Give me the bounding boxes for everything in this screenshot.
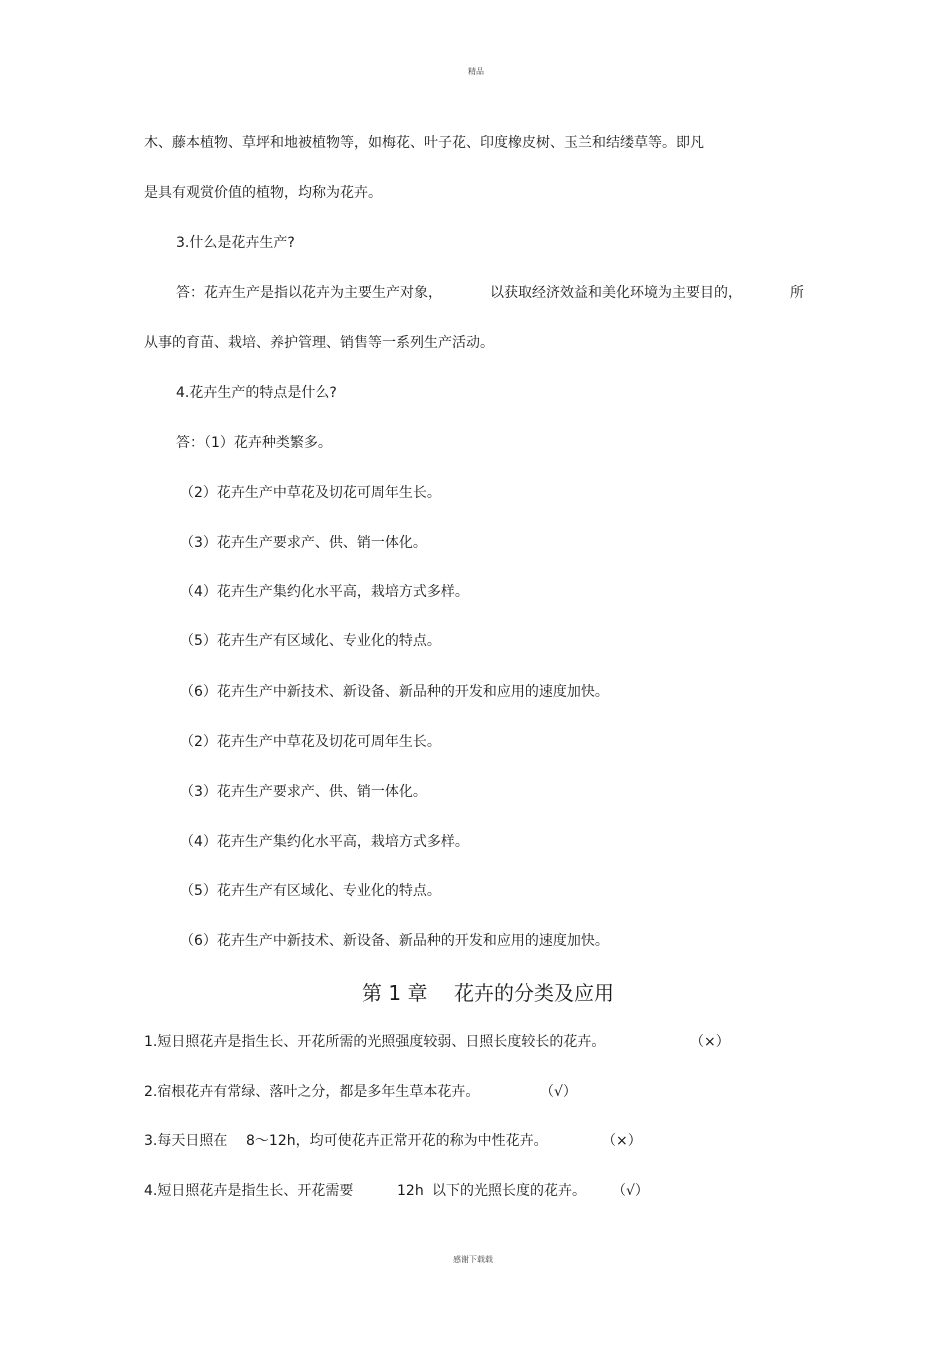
judgment-1-text: 1.短日照花卉是指生长、开花所需的光照强度较弱、日照长度较长的花卉。 [144,1034,606,1050]
answer-4-item: （4）花卉生产集约化水平高，栽培方式多样。 [180,584,469,600]
answer-3-part3: 所 [790,285,804,301]
answer-4-item: （2）花卉生产中草花及切花可周年生长。 [180,485,441,501]
judgment-4-mark: （√） [612,1183,649,1199]
answer-4-item: 答：（1）花卉种类繁多。 [176,435,332,451]
chapter-number: 第 1 章 [362,981,428,1005]
answer-4-item: （5）花卉生产有区域化、专业化的特点。 [180,883,441,899]
question-3: 3.什么是花卉生产? [176,235,295,251]
answer-3-part1: 答：花卉生产是指以花卉为主要生产对象， [176,285,442,301]
judgment-4-text-b: 12h [397,1183,424,1199]
page-footer: 感谢下载载 [453,1255,493,1264]
judgment-3-text-b: 8～12h，均可使花卉正常开花的称为中性花卉。 [246,1133,548,1149]
question-4: 4.花卉生产的特点是什么? [176,385,337,401]
answer-4-item: （6）花卉生产中新技术、新设备、新品种的开发和应用的速度加快。 [180,684,609,700]
judgment-1-mark: （×） [690,1034,730,1050]
judgment-3-mark: （×） [602,1133,642,1149]
judgment-4-text-a: 4.短日照花卉是指生长、开花需要 [144,1183,354,1199]
body-line: 是具有观赏价值的植物，均称为花卉。 [144,185,382,201]
judgment-2-text: 2.宿根花卉有常绿、落叶之分，都是多年生草本花卉。 [144,1084,480,1100]
answer-4-item: （2）花卉生产中草花及切花可周年生长。 [180,734,441,750]
answer-3-part2: 以获取经济效益和美化环境为主要目的， [490,285,742,301]
answer-4-item: （3）花卉生产要求产、供、销一体化。 [180,535,427,551]
judgment-4-text-c: 以下的光照长度的花卉。 [432,1183,586,1199]
body-line: 木、藤本植物、草坪和地被植物等，如梅花、叶子花、印度橡皮树、玉兰和结缕草等。即凡 [144,135,704,151]
page-header: 精品 [468,67,484,76]
answer-4-item: （3）花卉生产要求产、供、销一体化。 [180,784,427,800]
answer-4-item: （4）花卉生产集约化水平高，栽培方式多样。 [180,834,469,850]
answer-4-item: （5）花卉生产有区域化、专业化的特点。 [180,633,441,649]
chapter-title: 花卉的分类及应用 [454,981,614,1005]
answer-3-part4: 从事的育苗、栽培、养护管理、销售等一系列生产活动。 [144,335,494,351]
judgment-3-text-a: 3.每天日照在 [144,1133,228,1149]
answer-4-item: （6）花卉生产中新技术、新设备、新品种的开发和应用的速度加快。 [180,933,609,949]
judgment-2-mark: （√） [540,1084,577,1100]
